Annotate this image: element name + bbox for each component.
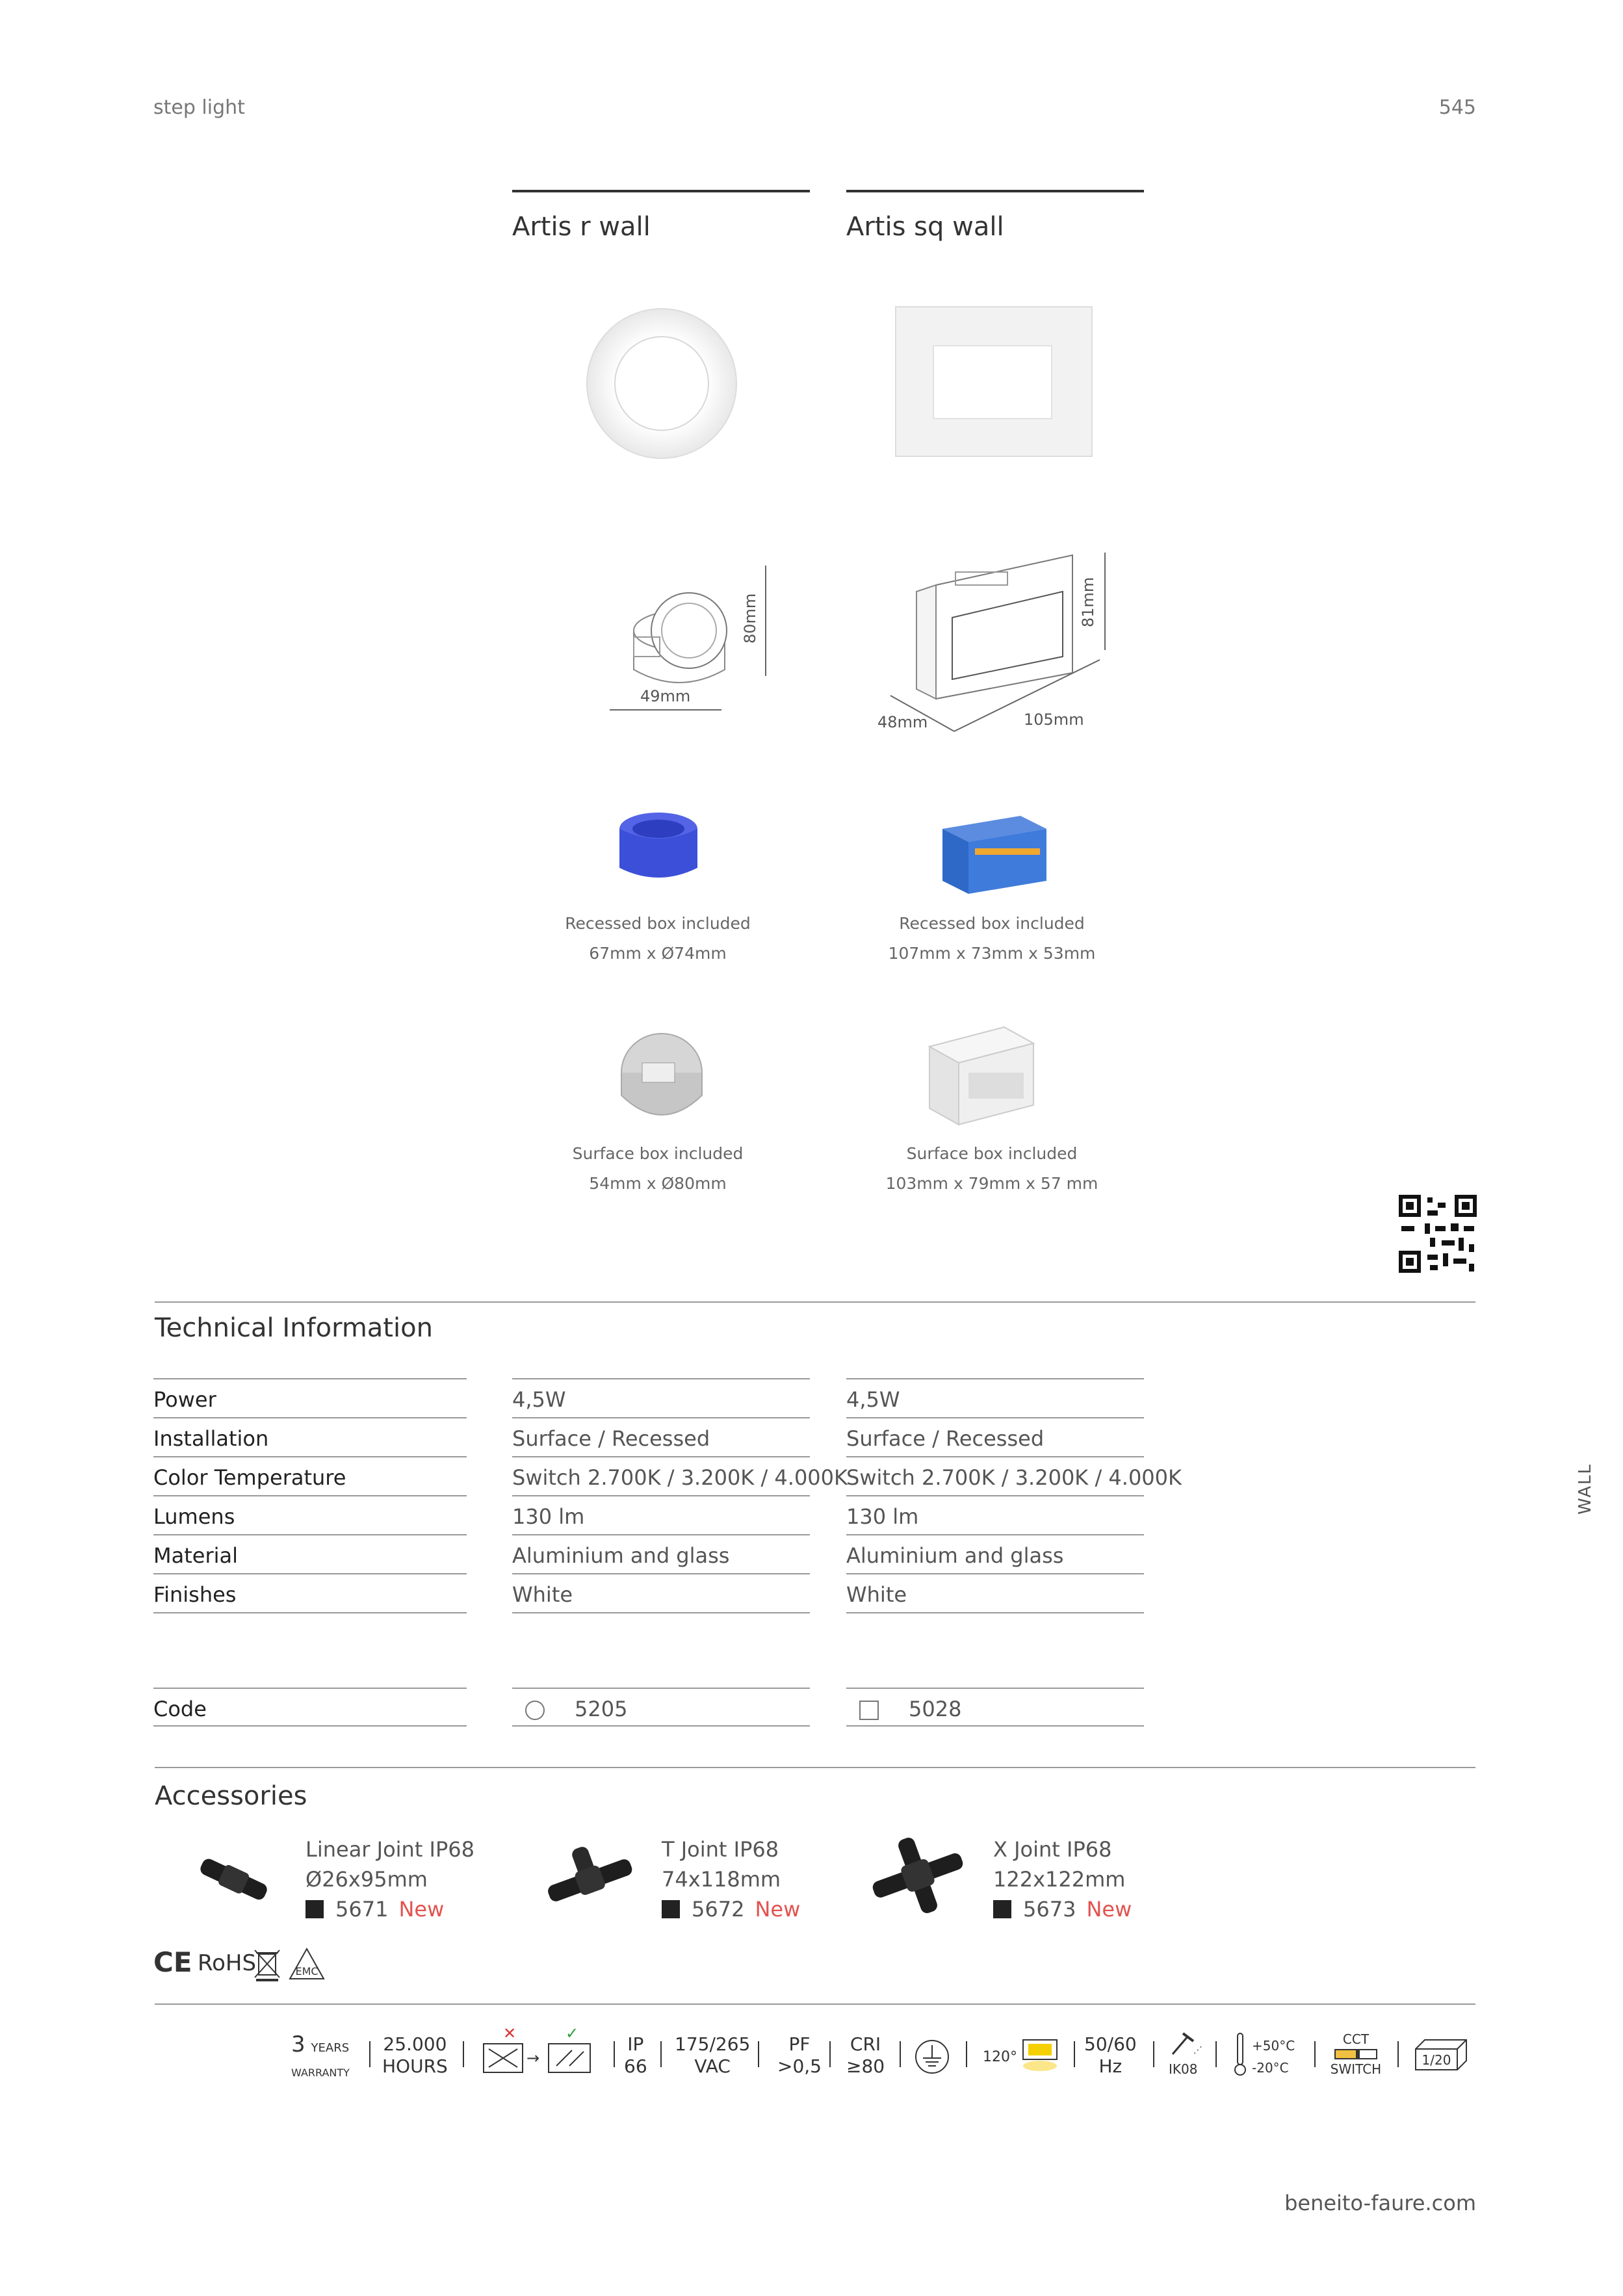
section-divider [155, 2003, 1475, 2005]
accessory-size: Ø26x95mm [305, 1867, 428, 1892]
ratio-label: 1/20 [1422, 2052, 1451, 2068]
product-column-2 [846, 190, 1144, 242]
voltage-label: VAC [694, 2055, 731, 2077]
divider [966, 2041, 967, 2067]
divider [758, 2041, 759, 2067]
svg-text:⋰: ⋰ [1193, 2045, 1202, 2055]
divider [1397, 2041, 1399, 2067]
cri-label: CRI [850, 2033, 881, 2055]
divider [463, 2041, 464, 2067]
spec-label: Power [153, 1378, 467, 1417]
cri [846, 2033, 885, 2078]
beam-angle-icon [1020, 2035, 1059, 2074]
black-square-icon [993, 1900, 1011, 1918]
cct-label: CCT [1342, 2031, 1370, 2047]
cct-switch [1330, 2031, 1382, 2078]
spec-value: Aluminium and glass [512, 1534, 810, 1573]
side-tab-wall: WALL [1576, 1463, 1595, 1515]
divider [512, 1612, 810, 1613]
page-number: 545 [1438, 96, 1476, 119]
divider [846, 1612, 1144, 1613]
square-surface-box-image [923, 1021, 1040, 1131]
product-code: 5205 [575, 1697, 628, 1721]
square-shape-icon [859, 1701, 879, 1720]
code-cell-1 [512, 1688, 810, 1727]
divider [829, 2041, 831, 2067]
frequency [1084, 2033, 1137, 2078]
black-square-icon [662, 1900, 680, 1918]
product-title: Artis sq wall [846, 212, 1004, 242]
ip-rating [624, 2033, 647, 2078]
ip-value: 66 [624, 2055, 647, 2077]
switch-icon [1334, 2049, 1377, 2059]
spec-value: Aluminium and glass [846, 1534, 1144, 1573]
installation-ratio-icon [1413, 2037, 1469, 2072]
new-badge: New [1086, 1897, 1132, 1922]
temperature-min: -20°C [1252, 2060, 1289, 2076]
emc-label: EMC [295, 1965, 318, 1977]
pf-label: PF [788, 2033, 811, 2055]
black-square-icon [305, 1900, 324, 1918]
frequency-label: Hz [1098, 2055, 1123, 2077]
divider [660, 2041, 662, 2067]
spec-value: White [846, 1573, 1144, 1612]
spec-values-1 [512, 1378, 848, 1613]
spec-value: Switch 2.700K / 3.200K / 4.000K [512, 1456, 810, 1495]
surface-box-caption [508, 1139, 807, 1199]
technical-title: Technical Information [155, 1313, 433, 1343]
temperature-max: +50°C [1252, 2038, 1295, 2054]
divider [900, 2041, 901, 2067]
round-fixture-image [584, 306, 740, 462]
dimension-height: 81mm [1079, 577, 1097, 627]
spec-label: Installation [153, 1417, 467, 1456]
switch-label: SWITCH [1330, 2061, 1382, 2077]
code-label: Code [153, 1688, 467, 1727]
spec-values-2 [846, 1378, 1182, 1613]
section-divider [155, 1767, 1475, 1768]
power-factor [777, 2033, 822, 2078]
spec-value: 130 lm [512, 1495, 810, 1534]
svg-text:✓: ✓ [565, 2024, 579, 2042]
accessories-title: Accessories [155, 1781, 307, 1811]
spec-labels [153, 1378, 452, 1613]
recessed-box-caption [842, 909, 1141, 969]
temperature-range [1252, 2035, 1295, 2079]
svg-text:→: → [526, 2049, 540, 2067]
surface-box-caption [842, 1139, 1141, 1199]
dimension-height: 80mm [741, 593, 759, 644]
round-recessed-box-image [610, 806, 707, 891]
weee-bin-icon [252, 1948, 282, 1981]
recessed-box-size: 107mm x 73mm x 53mm [888, 944, 1096, 963]
beam-angle: 120° [983, 2049, 1017, 2065]
divider [614, 2041, 615, 2067]
spec-value: 4,5W [846, 1378, 1144, 1417]
cri-value: ≥80 [846, 2055, 885, 2077]
frequency-number: 50/60 [1084, 2033, 1137, 2055]
divider [1074, 2041, 1075, 2067]
new-badge: New [755, 1897, 801, 1922]
warranty-number: 3 [291, 2031, 305, 2057]
surface-box-label: Surface box included [906, 1144, 1078, 1163]
voltage-number: 175/265 [675, 2033, 751, 2055]
accessory-name: T Joint IP68 [662, 1837, 779, 1862]
lifetime-hours [382, 2033, 448, 2078]
spec-value: Surface / Recessed [846, 1417, 1144, 1456]
spec-value: 4,5W [512, 1378, 810, 1417]
voltage [675, 2033, 750, 2078]
surface-box-label: Surface box included [572, 1144, 744, 1163]
product-title: Artis r wall [512, 212, 651, 242]
thermometer-icon [1232, 2031, 1248, 2076]
earth-ground-icon [914, 2039, 950, 2075]
accessory-name: Linear Joint IP68 [305, 1837, 474, 1862]
spec-label: Finishes [153, 1573, 467, 1612]
ce-mark-icon: CE [153, 1946, 192, 1978]
accessory-1 [305, 1834, 474, 1924]
new-badge: New [398, 1897, 445, 1922]
hours-number: 25.000 [383, 2033, 447, 2055]
accessory-code: 5673 [1023, 1897, 1076, 1922]
divider [512, 190, 810, 192]
spec-label: Lumens [153, 1495, 467, 1534]
rohs-label: RoHS [198, 1950, 257, 1976]
t-joint-image [539, 1840, 637, 1911]
accessory-3 [993, 1834, 1132, 1924]
recessed-box-label: Recessed box included [899, 914, 1085, 933]
emc-icon [289, 1948, 325, 1980]
section-divider [155, 1301, 1475, 1303]
divider [369, 2041, 370, 2067]
accessory-name: X Joint IP68 [993, 1837, 1112, 1862]
dimension-width: 49mm [640, 687, 691, 705]
round-surface-box-image [616, 1030, 707, 1134]
impact-hammer-icon [1167, 2031, 1200, 2057]
square-fixture-image [894, 306, 1095, 459]
divider [1153, 2041, 1154, 2067]
product-code: 5028 [909, 1697, 962, 1721]
warranty-label: WARRANTY [291, 2067, 350, 2079]
ik-rating: IK08 [1169, 2061, 1198, 2077]
round-shape-icon [525, 1701, 545, 1720]
surface-box-size: 54mm x Ø80mm [589, 1174, 727, 1193]
spec-value: Surface / Recessed [512, 1417, 810, 1456]
product-column-1 [512, 190, 810, 242]
accessory-code: 5672 [692, 1897, 745, 1922]
accessory-2 [662, 1834, 800, 1924]
spec-value: 130 lm [846, 1495, 1144, 1534]
warranty-unit: YEARS [311, 2041, 350, 2055]
svg-text:✕: ✕ [503, 2024, 517, 2042]
accessory-size: 74x118mm [662, 1867, 781, 1892]
spec-label: Material [153, 1534, 467, 1573]
spec-label: Color Temperature [153, 1456, 467, 1495]
dimension-width: 105mm [1024, 711, 1084, 729]
no-glass-break-replacement-icon [481, 2026, 598, 2078]
spec-value: White [512, 1573, 810, 1612]
recessed-box-size: 67mm x Ø74mm [589, 944, 727, 963]
divider [1215, 2041, 1217, 2067]
divider [846, 190, 1144, 192]
recessed-box-caption [508, 909, 807, 969]
surface-box-size: 103mm x 79mm x 57 mm [885, 1174, 1098, 1193]
hours-label: HOURS [382, 2055, 448, 2077]
dimension-depth: 48mm [877, 713, 928, 731]
section-name: step light [153, 96, 245, 119]
warranty-icon [291, 2033, 350, 2084]
recessed-box-label: Recessed box included [565, 914, 751, 933]
pf-value: >0,5 [777, 2055, 822, 2077]
x-joint-image [866, 1833, 970, 1918]
spec-value: Switch 2.700K / 3.200K / 4.000K [846, 1456, 1144, 1495]
accessory-code: 5671 [335, 1897, 389, 1922]
qr-code[interactable] [1399, 1195, 1477, 1273]
code-cell-2 [846, 1688, 1144, 1727]
accessory-size: 122x122mm [993, 1867, 1126, 1892]
divider [1314, 2041, 1316, 2067]
square-recessed-box-image [936, 809, 1050, 897]
linear-joint-image [195, 1853, 273, 1905]
divider [153, 1612, 467, 1613]
footer-url[interactable]: beneito-faure.com [1284, 2191, 1476, 2215]
ip-label: IP [627, 2033, 644, 2055]
